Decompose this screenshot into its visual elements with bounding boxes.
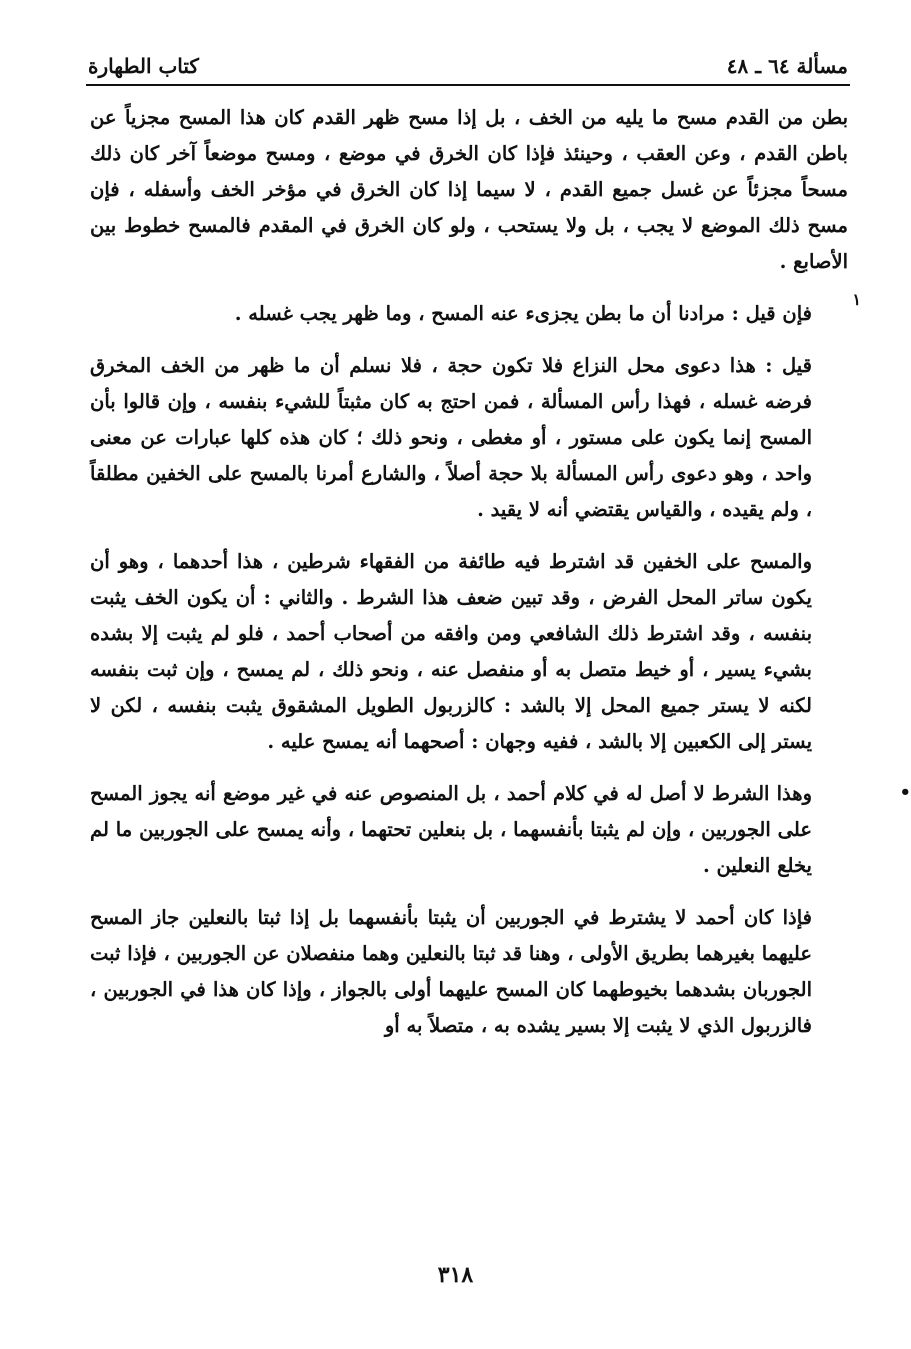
paragraph-response: قيل : هذا دعوى محل النزاع فلا تكون حجة ، فلا نسلم أن ما ظهر من الخف المخرق فرضه غسله ، فهذا رأس المسألة ، فمن احتج به كان مثبتاً للشيء بنفسه ، وإن قالوا بأن المسح إنما يكون على مستور ، أو مغطى ، ونحو ذلك ؛ كان هذه كلها عبارات عن معنى واحد ، وهو دعوى رأس المسألة بلا حجة أصلاً ، والشارع أمرنا بالمسح على الخفين مطلقاً ، ولم يقيده ، والقياس يقتضي أنه لا يقيد . [90,354,813,521]
paragraph-jawrab: فإذا كان أحمد لا يشترط في الجوربين أن يثبتا بأنفسهما بل إذا ثبتا بالنعلين جاز المسح عليهما بغيرهما بطريق الأولى ، وهنا قد ثبتا بالنعلين وهما منفصلان عن الجوربين ، فإذا ثبت الجوربان بشدهما بخيوطهما كان المسح عليهما أولى بالجواز ، وإذا كان هذا في الجوربين ، فالزربول الذي لا يثبت إلا بسير يشده به ، متصلاً به أو [90,906,812,1037]
main-text [90,100,848,1044]
paragraph-ahmad-opinion: وهذا الشرط لا أصل له في كلام أحمد ، بل المنصوص عنه في غير موضع أنه يجوز المسح على الجوربين ، وإن لم يثبتا بأنفسهما ، بل بنعلين تحتهما ، وأنه يمسح على الجوربين ما لم يخلع النعلين . [90,782,812,877]
page-number: ٣١٨ [437,1262,474,1288]
margin-mark: • [899,782,911,803]
running-header [88,38,848,78]
paragraph-objection: فإن قيل : مرادنا أن ما بطن يجزىء عنه المسح ، وما ظهر يجب غسله . [234,302,812,325]
book-title: كتاب الطهارة [88,54,199,78]
issue-number: مسألة ٦٤ ـ ٤٨ [726,54,848,78]
header-divider [86,84,850,86]
footnote-marker: ١ [852,290,861,309]
paragraph-conditions: والمسح على الخفين قد اشترط فيه طائفة من الفقهاء شرطين ، هذا أحدهما ، وهو أن يكون ساتر المحل الفرض ، وقد تبين ضعف هذا الشرط . والثاني : أن يكون الخف يثبت بنفسه ، وقد اشترط ذلك الشافعي ومن وافقه من أصحاب أحمد ، فلو لم يثبت إلا بشده بشيء يسير ، أو خيط متصل به أو منفصل عنه ، ونحو ذلك ، لم يمسح ، وإن ثبت بنفسه لكنه لا يستر جميع المحل إلا بالشد : كالزربول الطويل المشقوق يثبت بنفسه ، لكن لا يستر إلى الكعبين إلا بالشد ، ففيه وجهان : أصحهما أنه يمسح عليه . [90,550,812,753]
paragraph-continuation: بطن من القدم مسح ما يليه من الخف ، بل إذا مسح ظهر القدم كان هذا المسح مجزياً عن باطن القدم ، وعن العقب ، وحينئذ فإذا كان الخرق في موضع ، ومسح موضعاً آخر كان ذلك مسحاً مجزئاً عن غسل جميع القدم ، لا سيما إذا كان الخرق في مؤخر الخف وأسفله ، فإن مسح ذلك الموضع لا يجب ، بل ولا يستحب ، ولو كان الخرق في المقدم فالمسح خطوط بين الأصابع . [90,106,848,273]
